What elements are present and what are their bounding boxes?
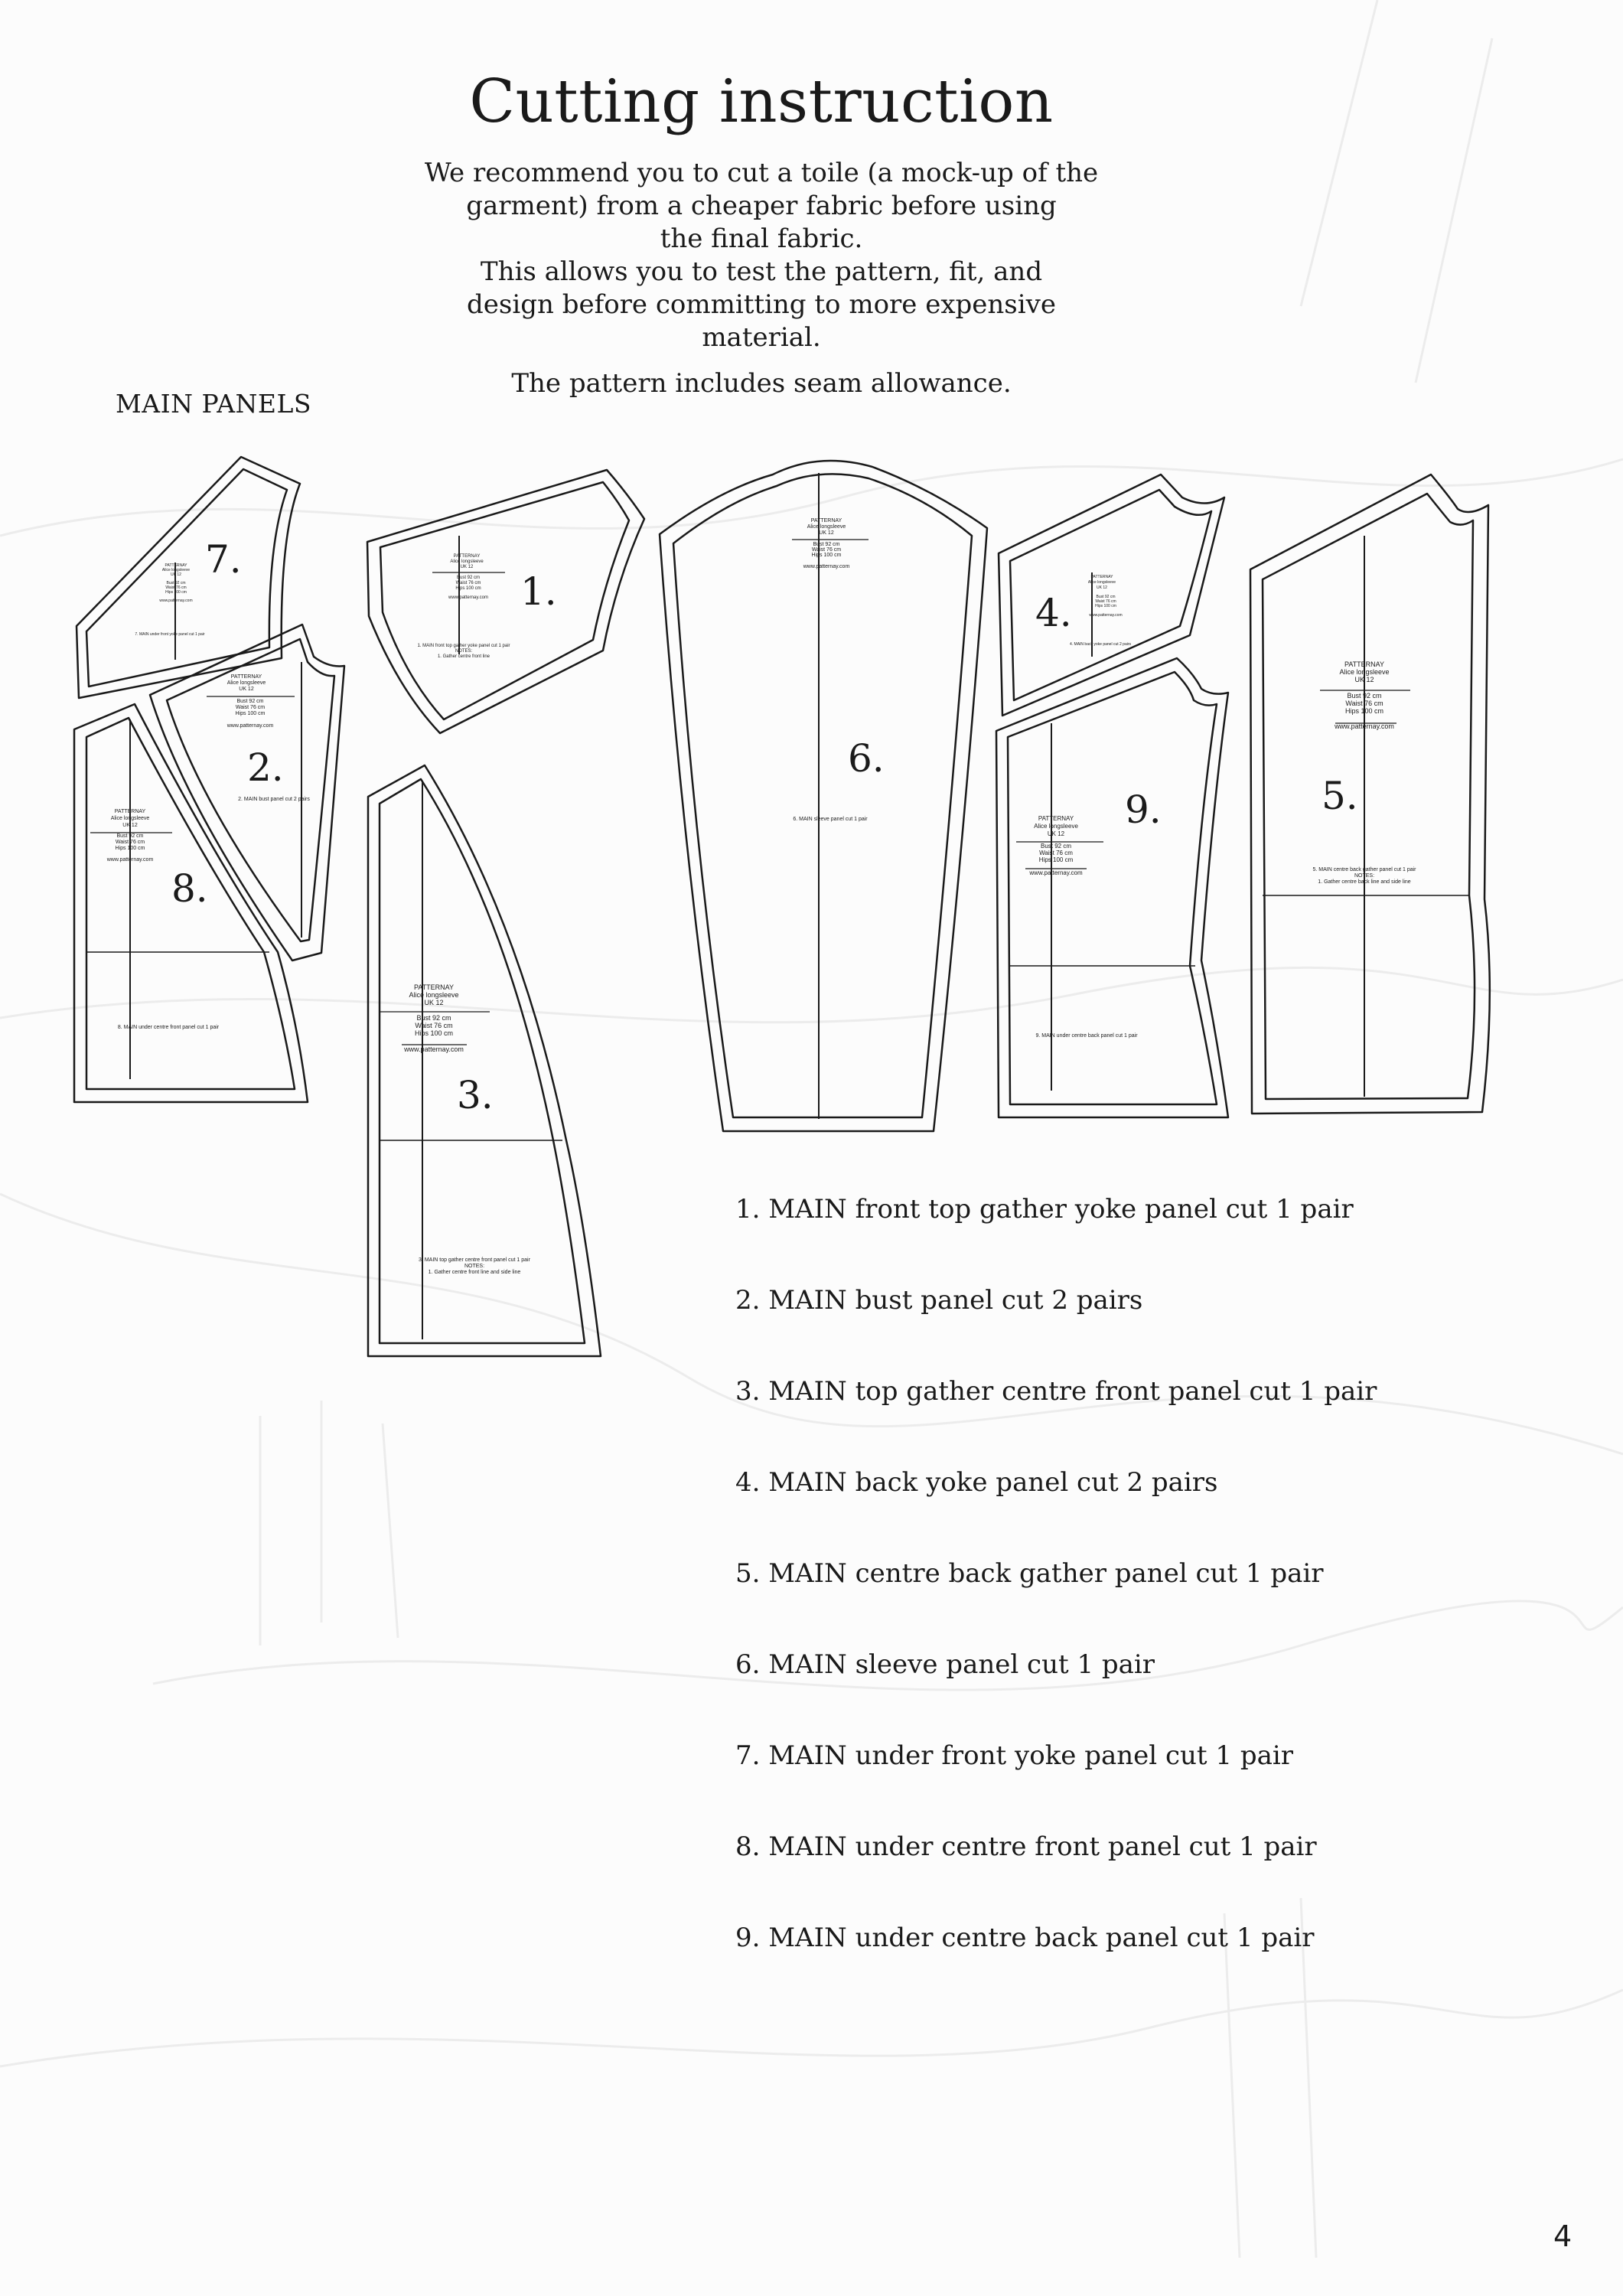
pattern-piece-1 xyxy=(367,470,644,733)
piece-info-website: www.patternay.com xyxy=(448,595,488,600)
legend-item: 3. MAIN top gather centre front panel cut 1 pair xyxy=(735,1376,1377,1407)
piece-info-model: Alice longsleeve xyxy=(161,568,191,572)
piece-info-waist: Waist 76 cm xyxy=(1095,599,1116,604)
piece-info-brand: PATTERNAY xyxy=(1090,575,1113,579)
piece-info-bust: Bust 92 cm xyxy=(456,576,481,580)
piece-label-9: 9. MAIN under centre back panel cut 1 pair xyxy=(1035,1033,1138,1039)
piece-info-hips: Hips 100 cm xyxy=(1344,707,1384,715)
piece-info-size: UK 12 xyxy=(1354,676,1374,683)
piece-info-size: UK 12 xyxy=(460,565,474,569)
piece-info-model: Alice longsleeve xyxy=(1087,580,1116,585)
piece-info-website: www.patternay.com xyxy=(1335,722,1394,730)
piece-note-line-1: 1. Gather centre front line xyxy=(437,654,490,659)
piece-info-waist: Waist 76 cm xyxy=(115,840,145,845)
piece-number-2: 2. xyxy=(247,745,284,790)
piece-info-bust: Bust 92 cm xyxy=(1096,595,1116,599)
piece-info-website: www.patternay.com xyxy=(227,723,274,729)
piece-info-size: UK 12 xyxy=(171,572,181,577)
piece-info-bust: Bust 92 cm xyxy=(813,542,840,547)
legend-item: 9. MAIN under centre back panel cut 1 pair xyxy=(735,1923,1315,1953)
legend-item: 5. MAIN centre back gather panel cut 1 pair xyxy=(735,1558,1324,1589)
piece-info-brand: PATTERNAY xyxy=(114,809,146,814)
piece-info-waist: Waist 76 cm xyxy=(811,547,842,553)
piece-info-brand: PATTERNAY xyxy=(810,518,842,523)
piece-label-5: 5. MAIN centre back gather panel cut 1 pair xyxy=(1312,867,1416,872)
piece-label-4: 4. MAIN back yoke panel cut 2 pairs xyxy=(1069,642,1132,647)
piece-info-hips: Hips 100 cm xyxy=(165,590,187,595)
legend-item: 2. MAIN bust panel cut 2 pairs xyxy=(735,1285,1143,1316)
piece-number-9: 9. xyxy=(1125,788,1162,832)
piece-info-hips: Hips 100 cm xyxy=(235,711,266,716)
piece-info-model: Alice longsleeve xyxy=(1339,668,1390,676)
piece-info-waist: Waist 76 cm xyxy=(415,1022,453,1029)
legend-item: 4. MAIN back yoke panel cut 2 pairs xyxy=(735,1467,1218,1498)
piece-info-size: UK 12 xyxy=(1047,830,1065,837)
intro-line: the final fabric. xyxy=(660,223,863,254)
piece-info-size: UK 12 xyxy=(819,530,834,536)
piece-info-hips: Hips 100 cm xyxy=(455,586,481,591)
cutting-legend xyxy=(735,1190,1377,2010)
piece-info-model: Alice longsleeve xyxy=(409,991,459,999)
piece-number-8: 8. xyxy=(171,866,208,911)
piece-info-bust: Bust 92 cm xyxy=(166,581,186,585)
legend-item: 6. MAIN sleeve panel cut 1 pair xyxy=(735,1649,1155,1680)
piece-info-brand: PATTERNAY xyxy=(453,554,481,559)
piece-info-website: www.patternay.com xyxy=(803,564,850,569)
piece-info-model: Alice longsleeve xyxy=(227,680,266,686)
piece-notes-1: NOTES: xyxy=(455,649,473,654)
page-number: 4 xyxy=(1553,2219,1572,2253)
piece-notes-3: NOTES: xyxy=(464,1264,485,1269)
intro-line: We recommend you to cut a toile (a mock-up of the xyxy=(424,158,1099,188)
piece-note-line-5: 1. Gather centre back line and side line xyxy=(1318,879,1411,885)
piece-info-hips: Hips 100 cm xyxy=(414,1029,454,1037)
piece-info-waist: Waist 76 cm xyxy=(1345,700,1383,707)
piece-label-3: 3. MAIN top gather centre front panel cut 1 pair xyxy=(419,1257,530,1263)
legend-item: 8. MAIN under centre front panel cut 1 pair xyxy=(735,1831,1317,1862)
piece-label-6: 6. MAIN sleeve panel cut 1 pair xyxy=(793,817,868,822)
piece-info-waist: Waist 76 cm xyxy=(1039,850,1073,856)
piece-info-hips: Hips 100 cm xyxy=(1038,856,1074,863)
piece-info-website: www.patternay.com xyxy=(1089,613,1123,618)
legend-item: 7. MAIN under front yoke panel cut 1 pair xyxy=(735,1740,1293,1771)
piece-info-model: Alice longsleeve xyxy=(110,816,150,821)
piece-info-model: Alice longsleeve xyxy=(1034,823,1078,830)
piece-info-waist: Waist 76 cm xyxy=(235,705,266,710)
legend-item: 1. MAIN front top gather yoke panel cut 1 pair xyxy=(735,1194,1354,1225)
piece-number-7: 7. xyxy=(205,537,242,582)
piece-label-7: 7. MAIN under front yoke panel cut 1 pair xyxy=(135,632,205,637)
piece-note-line-3: 1. Gather centre front line and side line xyxy=(428,1270,521,1275)
piece-number-1: 1. xyxy=(520,569,557,614)
piece-number-4: 4. xyxy=(1035,591,1072,635)
piece-info-bust: Bust 92 cm xyxy=(1347,692,1382,700)
piece-number-6: 6. xyxy=(848,736,885,781)
piece-info-hips: Hips 100 cm xyxy=(115,846,145,851)
section-label-main-panels: MAIN PANELS xyxy=(116,389,312,419)
piece-info-size: UK 12 xyxy=(239,687,254,692)
piece-info-waist: Waist 76 cm xyxy=(165,585,187,590)
piece-info-bust: Bust 92 cm xyxy=(236,699,264,704)
pattern-piece-6 xyxy=(660,461,987,1131)
piece-info-model: Alice longsleeve xyxy=(807,524,846,530)
piece-info-brand: PATTERNAY xyxy=(230,674,262,680)
piece-info-website: www.patternay.com xyxy=(1029,869,1083,876)
intro-line: This allows you to test the pattern, fit, and xyxy=(480,256,1043,287)
piece-info-model: Alice longsleeve xyxy=(450,559,484,564)
piece-info-waist: Waist 76 cm xyxy=(455,581,481,585)
piece-label-8: 8. MAIN under centre front panel cut 1 pair xyxy=(117,1025,220,1030)
piece-number-5: 5. xyxy=(1322,774,1358,818)
piece-number-3: 3. xyxy=(457,1073,494,1117)
piece-info-brand: PATTERNAY xyxy=(165,563,187,568)
piece-info-website: www.patternay.com xyxy=(159,598,193,603)
seam-allowance-note: The pattern includes seam allowance. xyxy=(511,368,1012,399)
piece-notes-5: NOTES: xyxy=(1354,873,1375,879)
piece-info-hips: Hips 100 cm xyxy=(811,553,842,558)
piece-info-size: UK 12 xyxy=(424,999,444,1006)
piece-info-bust: Bust 92 cm xyxy=(416,1014,451,1022)
piece-info-brand: PATTERNAY xyxy=(1038,815,1074,822)
piece-info-website: www.patternay.com xyxy=(404,1045,464,1053)
piece-label-1: 1. MAIN front top gather yoke panel cut 1 pair xyxy=(417,644,510,648)
piece-info-size: UK 12 xyxy=(1097,585,1107,590)
page-title: Cutting instruction xyxy=(469,67,1054,136)
piece-info-hips: Hips 100 cm xyxy=(1095,604,1116,608)
piece-info-website: www.patternay.com xyxy=(106,857,154,863)
intro-line: garment) from a cheaper fabric before using xyxy=(466,191,1057,221)
piece-info-bust: Bust 92 cm xyxy=(116,833,144,839)
pattern-piece-7 xyxy=(77,457,300,698)
pattern-piece-5 xyxy=(1250,475,1490,1114)
intro-line: design before committing to more expensive xyxy=(467,289,1056,320)
intro-line: material. xyxy=(702,322,821,353)
piece-info-size: UK 12 xyxy=(122,823,138,828)
piece-info-brand: PATTERNAY xyxy=(413,983,455,991)
piece-info-brand: PATTERNAY xyxy=(1344,660,1385,668)
piece-label-2: 2. MAIN bust panel cut 2 pairs xyxy=(238,797,310,802)
piece-info-bust: Bust 92 cm xyxy=(1040,843,1072,850)
pattern-piece-9 xyxy=(996,658,1228,1117)
